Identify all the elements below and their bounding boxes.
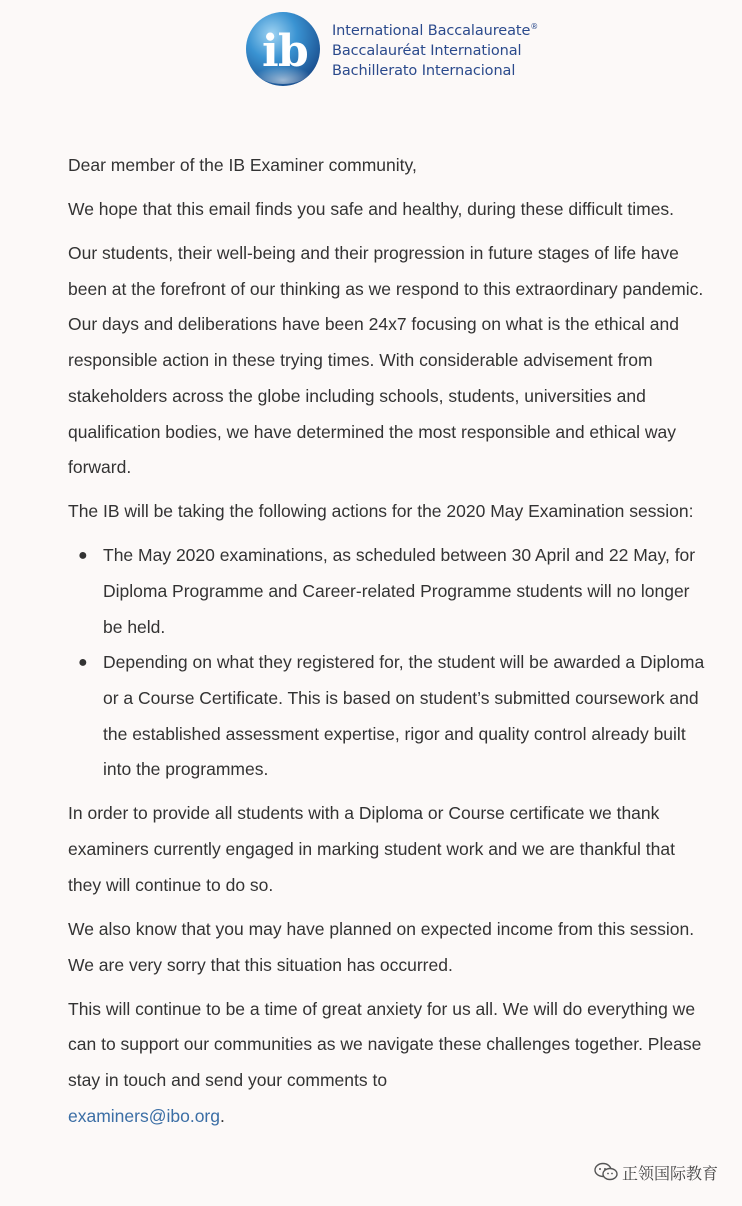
paragraph-1: We hope that this email finds you safe and healthy, during these difficult times.	[68, 199, 675, 219]
paragraph-3: The IB will be taking the following actions for the 2020 May Examination session:	[68, 501, 694, 522]
watermark-text: 正领国际教育	[621, 1163, 718, 1183]
paragraph-4: In order to provide all students with a Diploma or Course certificate we thank examiners currently engaged in marking student work and we are thankful that they will continue to do so.	[68, 803, 675, 895]
wechat-icon	[594, 1162, 618, 1182]
letter-body	[68, 148, 708, 1143]
logo-line-spanish: Bachillerato Internacional	[332, 62, 516, 79]
ib-wordmark	[332, 17, 538, 81]
registered-mark: ®	[530, 22, 539, 31]
letter-header	[0, 0, 742, 100]
actions-list	[68, 538, 708, 788]
email-link[interactable]: examiners@ibo.org	[68, 1105, 220, 1126]
list-item-text: The May 2020 examinations, as scheduled between 30 April and 22 May, for Diploma Programme and Career-related Programme students will no longer be held.	[103, 545, 696, 637]
email-suffix: .	[220, 1105, 225, 1126]
logo-line-english: International Baccalaureate	[332, 22, 531, 39]
paragraph-2: Our students, their well-being and their progression in future stages of life have been at the forefront of our thinking as we respond to this extraordinary pandemic. Our days and deliberations have been 24x7 focusing on what is the ethical and responsible action in these trying times. With considerable advisement from stakeholders across the globe including schools, students, universities and qualification bodies, we have determined the most responsible and ethical way forward.	[68, 243, 704, 478]
paragraph-5: We also know that you may have planned on expected income from this session. We are very sorry that this situation has occurred.	[68, 918, 695, 975]
svg-text:b: b	[278, 26, 309, 77]
ib-logo	[244, 10, 539, 90]
greeting: Dear member of the IB Examiner community,	[68, 155, 417, 175]
bullet-icon: ●	[78, 547, 88, 565]
ib-globe-icon	[244, 10, 322, 88]
logo-line-french: Baccalauréat International	[332, 42, 522, 59]
paragraph-6-text: This will continue to be a time of great anxiety for us all. We will do everything we can to support our communities as we navigate these challenges together. Please stay in touch and send your comments to	[68, 998, 702, 1090]
svg-text:i: i	[262, 26, 279, 77]
list-item	[78, 538, 708, 645]
list-item-text: Depending on what they registered for, the student will be awarded a Diploma or a Course Certificate. This is based on student’s submitted coursework and the established assessment expertise, rigor and quality control already built into the programmes.	[103, 652, 705, 780]
bullet-icon: ●	[78, 654, 88, 672]
list-item	[78, 645, 708, 788]
watermark	[592, 1160, 720, 1184]
paragraph-6	[68, 992, 708, 1135]
